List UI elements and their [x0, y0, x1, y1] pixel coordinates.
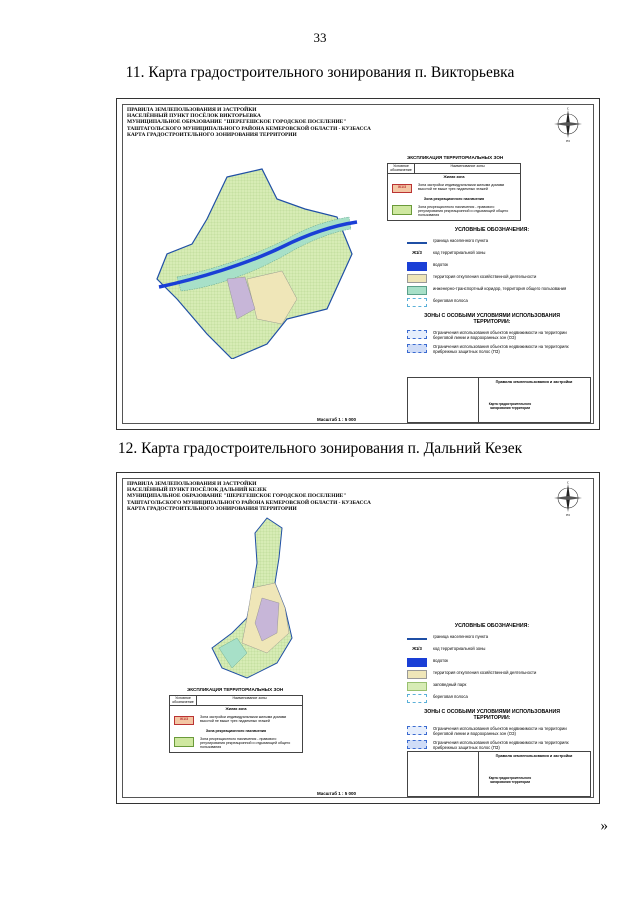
- shore-symbol: [407, 298, 427, 307]
- map1-legend: [407, 227, 577, 357]
- expl-housing-desc: Зона застройки индивидуальными жилыми домами высотой не выше трех надземных этажей: [418, 183, 505, 191]
- pzp-symbol: [407, 740, 427, 749]
- expl-recreation-desc: Зона рекреационного назначения - правового регулирования рекреационной и отдыхающей общего пользования: [200, 737, 291, 749]
- legend-label: Ограничения использования объектов недвижимости на территории береговой линии и водоохранных зон (ОЗ): [433, 726, 567, 736]
- map1-explication-table: [387, 163, 521, 221]
- map2-heading: 12. Карта градостроительного зонирования п. Дальний Кезек: [117, 440, 523, 457]
- legend-label: водоток: [433, 658, 449, 663]
- stamp-title: Правила землепользования и застройки: [495, 754, 573, 758]
- shore-symbol: [407, 694, 427, 703]
- map1-special-title: ЗОНЫ С ОСОБЫМИ УСЛОВИЯМИ ИСПОЛЬЗОВАНИЯ ТЕРРИТОРИИ:: [424, 313, 560, 325]
- map2-explication-table: [169, 695, 303, 753]
- legend-label: береговая полоса: [433, 298, 468, 303]
- map2-sheet: [116, 472, 600, 804]
- beige-symbol: [407, 670, 427, 679]
- legend-label: береговая полоса: [433, 694, 468, 699]
- legend-label: граница населенного пункта: [433, 238, 489, 243]
- water-symbol: [407, 262, 427, 271]
- zone-code-symbol: Ж1/3: [412, 250, 422, 255]
- pzp-symbol: [407, 344, 427, 353]
- compass-s: Ю: [566, 139, 570, 143]
- expl-group-recreation: Зона рекреационного назначения: [423, 197, 485, 201]
- map1-stamp: [407, 377, 591, 423]
- map2-title-line: МУНИЦИПАЛЬНОЕ ОБРАЗОВАНИЕ "ШЕРЕГЕШСКОЕ ГОРОДСКОЕ ПОСЕЛЕНИЕ": [127, 493, 347, 500]
- expl-recreation-swatch: [174, 737, 194, 747]
- map2-scale: Масштаб 1 : 5 000: [317, 791, 357, 796]
- expl-zone-code: Ж1/3: [174, 716, 194, 725]
- legend-label: территория откупления хозяйственной деятельности: [433, 274, 537, 279]
- map2-title-block: [127, 481, 371, 512]
- expl-col2-header: Наименование зоны: [415, 164, 520, 174]
- legend-label: Ограничения использования объектов недвижимости на территориях прибрежных защитных полос (ПЗ): [433, 344, 569, 354]
- map1-sheet: [116, 98, 600, 430]
- expl-group-recreation: Зона рекреационного назначения: [205, 729, 267, 733]
- park-symbol: [407, 682, 427, 691]
- map1-title-line: ТАШТАГОЛЬСКОГО МУНИЦИПАЛЬНОГО РАЙОНА КЕМЕРОВСКОЙ ОБЛАСТИ - КУЗБАССА: [127, 125, 371, 132]
- page-number: 33: [313, 30, 327, 45]
- compass-s: Ю: [566, 513, 570, 517]
- zone-code-symbol: Ж1/3: [412, 646, 422, 651]
- wpz-symbol: [407, 726, 427, 735]
- expl-housing-desc: Зона застройки индивидуальными жилыми домами высотой не выше трех надземных этажей: [200, 715, 287, 723]
- compass-rose-icon: [551, 481, 585, 517]
- water-symbol: [407, 658, 427, 667]
- map1-scale: Масштаб 1 : 5 000: [317, 417, 357, 422]
- expl-col1-header: Условное обозначение: [388, 164, 415, 174]
- compass-n: С: [566, 481, 570, 485]
- legend-label: территория откупления хозяйственной деятельности: [433, 670, 537, 675]
- legend-label: Ограничения использования объектов недвижимости на территории береговой линии и водоохранных зон (ОЗ): [433, 330, 567, 340]
- wpz-symbol: [407, 330, 427, 339]
- map1-legend-title: УСЛОВНЫЕ ОБОЗНАЧЕНИЯ:: [454, 227, 530, 233]
- map2-title-line: ПРАВИЛА ЗЕМЛЕПОЛЬЗОВАНИЯ И ЗАСТРОЙКИ: [127, 481, 257, 487]
- map1-title-line: КАРТА ГРАДОСТРОИТЕЛЬНОГО ЗОНИРОВАНИЯ ТЕРРИТОРИИ: [127, 131, 297, 138]
- legend-label: код территориальной зоны: [433, 646, 486, 651]
- expl-col2-header: Наименование зоны: [197, 696, 302, 706]
- map2-special-title: ЗОНЫ С ОСОБЫМИ УСЛОВИЯМИ ИСПОЛЬЗОВАНИЯ ТЕРРИТОРИИ:: [424, 709, 560, 721]
- expl-group-housing: Жилая зона: [443, 175, 465, 179]
- expl-group-housing: Жилая зона: [225, 707, 247, 711]
- expl-recreation-swatch: [392, 205, 412, 215]
- legend-label: граница населенного пункта: [433, 634, 489, 639]
- map2-legend-title: УСЛОВНЫЕ ОБОЗНАЧЕНИЯ:: [454, 623, 530, 629]
- map1-title-line: МУНИЦИПАЛЬНОЕ ОБРАЗОВАНИЕ "ШЕРЕГЕШСКОЕ ГОРОДСКОЕ ПОСЕЛЕНИЕ": [127, 119, 347, 126]
- map2-title-line: НАСЕЛЁННЫЙ ПУНКТ ПОСЁЛОК ДАЛЬНИЙ КЕЗЕК: [127, 487, 267, 494]
- legend-label: инженерно-транспортный коридор, территория общего пользования: [433, 286, 567, 291]
- map2-plan: [207, 513, 317, 683]
- stamp-sheet-name: Карта градостроительного зонирования территории: [488, 776, 532, 784]
- legend-label: водоток: [433, 262, 449, 267]
- map1-title-line: НАСЕЛЁННЫЙ ПУНКТ ПОСЁЛОК ВИКТОРЬЕВКА: [127, 113, 261, 120]
- map2-legend: [407, 623, 577, 753]
- map1-title-block: [127, 107, 371, 138]
- map1-explication-title: ЭКСПЛИКАЦИЯ ТЕРРИТОРИАЛЬНЫХ ЗОН: [407, 155, 504, 160]
- map2-title-line: ТАШТАГОЛЬСКОГО МУНИЦИПАЛЬНОГО РАЙОНА КЕМЕРОВСКОЙ ОБЛАСТИ - КУЗБАССА: [127, 499, 371, 506]
- closing-quote-mark: »: [600, 818, 608, 834]
- map2-explication-title: ЭКСПЛИКАЦИЯ ТЕРРИТОРИАЛЬНЫХ ЗОН: [187, 687, 284, 692]
- map2-title-line: КАРТА ГРАДОСТРОИТЕЛЬНОГО ЗОНИРОВАНИЯ ТЕРРИТОРИИ: [127, 505, 297, 512]
- map1-plan: [137, 159, 377, 359]
- map2-stamp: [407, 751, 591, 797]
- expl-recreation-desc: Зона рекреационного назначения - правового регулирования рекреационной и отдыхающей общего пользования: [418, 205, 509, 217]
- boundary-symbol: [407, 634, 427, 640]
- legend-label: код территориальной зоны: [433, 250, 486, 255]
- expl-col1-header: Условное обозначение: [170, 696, 197, 706]
- boundary-symbol: [407, 238, 427, 244]
- legend-label: Ограничения использования объектов недвижимости на территориях прибрежных защитных полос (ПЗ): [433, 740, 569, 750]
- map1-heading: 11. Карта градостроительного зонирования п. Викторьевка: [125, 64, 515, 81]
- teal-symbol: [407, 286, 427, 295]
- stamp-sheet-name: Карта градостроительного зонирования территории: [488, 402, 532, 410]
- legend-label: заповедный парк: [433, 682, 467, 687]
- stamp-title: Правила землепользования и застройки: [495, 380, 573, 384]
- expl-zone-code: Ж1/3: [392, 184, 412, 193]
- beige-symbol: [407, 274, 427, 283]
- compass-rose-icon: [551, 107, 585, 143]
- map1-title-line: ПРАВИЛА ЗЕМЛЕПОЛЬЗОВАНИЯ И ЗАСТРОЙКИ: [127, 107, 257, 113]
- compass-n: С: [566, 107, 570, 111]
